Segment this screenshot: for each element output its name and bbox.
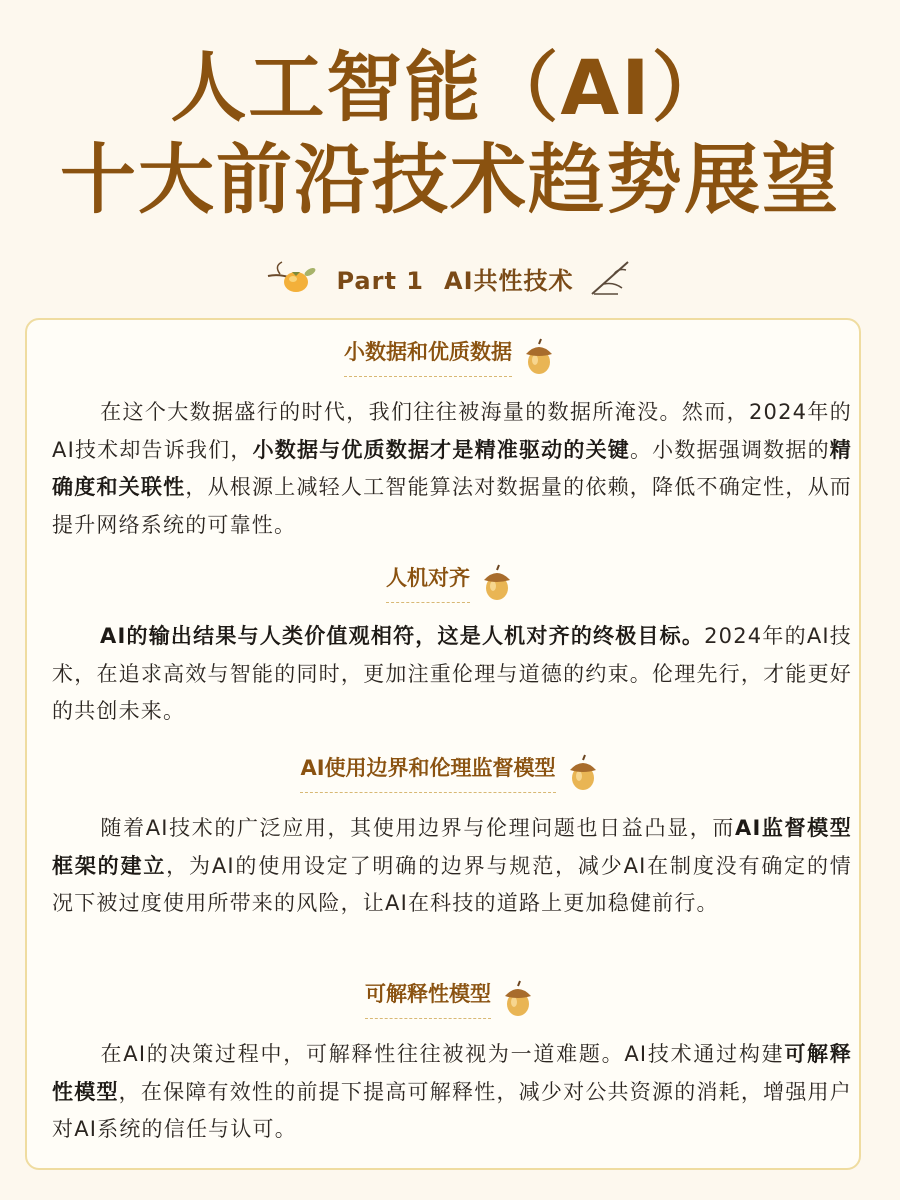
acorn-icon: [566, 754, 600, 792]
body-text: ，在保障有效性的前提下提高可解释性，减少对公共资源的消耗，增强用户对AI系统的信任与认可。: [52, 1079, 852, 1141]
body-emphasis: 小数据与优质数据才是精准驱动的关键: [252, 437, 630, 462]
body-emphasis: AI的输出结果与人类价值观相符，这是人机对齐的终极目标。: [100, 624, 705, 648]
body-emphasis: 可解释性模型: [52, 1042, 852, 1104]
section-body-small-data: [52, 394, 852, 544]
body-text: ，为AI的使用设定了明确的边界与规范，减少AI在制度没有确定的情况下被过度使用所带来的风险，让AI在科技的道路上更加稳健前行。: [52, 853, 853, 915]
body-text: ，从根源上减轻人工智能算法对数据量的依赖，降低不确定性，从而提升网络系统的可靠性。: [52, 475, 853, 537]
section-heading-ethics: [0, 752, 900, 793]
title-line-1: 人工智能（AI）: [170, 43, 730, 132]
persimmon-branch-icon: [266, 258, 322, 298]
part-name: AI共性技术: [444, 266, 574, 295]
title-line-2: 十大前沿技术趋势展望: [60, 135, 840, 224]
body-text: 随着AI技术的广泛应用，其使用边界与伦理问题也日益凸显，而: [100, 816, 735, 840]
section-title: 可解释性模型: [365, 978, 491, 1019]
part-number: Part 1: [336, 266, 424, 295]
body-emphasis: AI监督模型框架的建立: [52, 816, 853, 878]
body-text: 在这个大数据盛行的时代，我们往往被海量的数据所淹没。然而，2024年的AI技术却告诉我们，: [52, 400, 852, 462]
section-heading-explainability: [0, 978, 900, 1019]
body-emphasis: 精确度和关联性: [52, 437, 852, 499]
acorn-icon: [522, 338, 556, 376]
part-header: [0, 258, 900, 298]
body-text: 2024年的AI技术，在追求高效与智能的同时，更加注重伦理与道德的约束。伦理先行，才能更好的共创未来。: [52, 624, 852, 723]
section-body-explainability: [52, 1036, 852, 1149]
part-label: [336, 261, 573, 296]
acorn-icon: [480, 564, 514, 602]
section-heading-small-data: [0, 336, 900, 377]
section-title: 人机对齐: [386, 562, 470, 603]
body-text: 。小数据强调数据的: [629, 437, 830, 462]
section-title: 小数据和优质数据: [344, 336, 512, 377]
acorn-icon: [501, 980, 535, 1018]
section-title: AI使用边界和伦理监督模型: [300, 752, 555, 793]
section-heading-alignment: [0, 562, 900, 603]
twig-icon: [588, 258, 634, 298]
section-body-alignment: [52, 618, 852, 731]
section-body-ethics: [52, 810, 852, 923]
body-text: 在AI的决策过程中，可解释性往往被视为一道难题。AI技术通过构建: [100, 1042, 785, 1066]
